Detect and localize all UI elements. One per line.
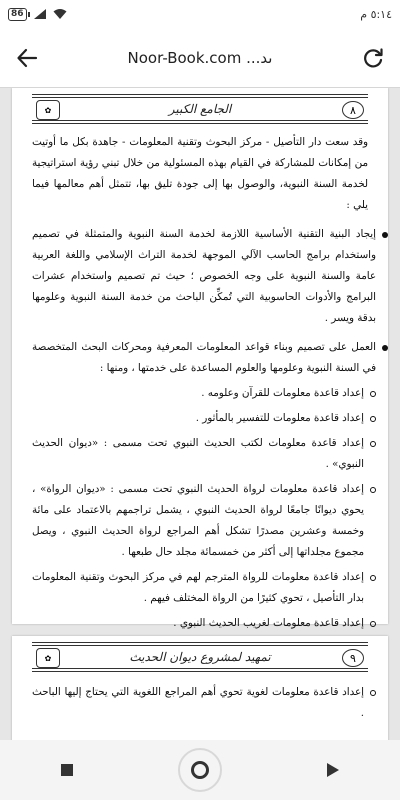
- book-page: [12, 636, 388, 740]
- sub-item-text: إعداد قاعدة معلومات لغوية تحوي أهم المراجع اللغوية التي يحتاج إليها الباحث .: [32, 686, 364, 719]
- bullet-text: العمل على تصميم وبناء قواعد المعلومات المعرفية ومحركات البحث المتخصصة في السنة النبوية وعلومها والعلوم المساعدة على خدمتها ، ومنها :: [32, 341, 376, 374]
- bullet-dot-icon: [382, 345, 388, 351]
- circle-bullet-icon: [370, 441, 376, 447]
- sub-list-item: [12, 383, 388, 404]
- bullet-text: إيجاد البنية التقنية الأساسية اللازمة لخدمة السنة النبوية والمتمثلة في تصميم واستخدام برامج الحاسب الآلي الموجهة لخدمة التراث الإسلامي واللغة العربية عامة والسنة النبوية على وجه الخصوص ؛ حيث تم تصميم واستخدام عشرات البرامج والأدوات الحاسوبية التي تُمكِّن الباحث من خدمة السنة النبوية وعلومها بدقة ويسر .: [32, 228, 376, 324]
- ornament-icon: ✿: [36, 100, 60, 120]
- sub-item-text: إعداد قاعدة معلومات لكتب الحديث النبوي تحت مسمى : «ديوان الحديث النبوي» .: [32, 437, 364, 470]
- circle-bullet-icon: [370, 690, 376, 696]
- page-header: [32, 642, 368, 672]
- sub-item-text: إعداد قاعدة معلومات للقرآن وعلومه .: [201, 387, 364, 399]
- page-header: [32, 94, 368, 124]
- page-header-title: الجامع الكبير: [168, 102, 232, 116]
- system-nav-bar: [0, 740, 400, 800]
- reload-button[interactable]: [360, 45, 386, 71]
- back-button[interactable]: [14, 45, 40, 71]
- sub-list-item: [12, 479, 388, 563]
- back-nav-button[interactable]: [308, 745, 358, 795]
- recents-button[interactable]: [42, 745, 92, 795]
- bullet-dot-icon: [382, 232, 388, 238]
- square-icon: [60, 763, 74, 777]
- book-page: [12, 88, 388, 629]
- circle-icon: [191, 761, 209, 779]
- page-title: Noor-Book.com ...ىد: [127, 48, 273, 67]
- bullet-item: [12, 224, 388, 329]
- status-bar: [0, 0, 400, 28]
- arrow-left-icon: [16, 47, 38, 69]
- sub-item-text: إعداد قاعدة معلومات لغريب الحديث النبوي .: [173, 617, 364, 629]
- battery-level: 86: [11, 9, 24, 19]
- sub-item-text: إعداد قاعدة معلومات لرواة الحديث النبوي تحت مسمى : «ديوان الرواة» ، يحوي ديوانًا جامعًا لرواة الحديث النبوي ، يشمل تراجمهم بالاعتماد على مائة وخمسة وعشرين مصدرًا تشكل أهم المراجع لرواة الحديث النبوي ، ويصل مجموع مجلداتها إلى أكثر من خمسمائة مجلد حال طبعها .: [32, 483, 364, 558]
- status-icons: [8, 8, 67, 21]
- triangle-icon: [326, 762, 340, 778]
- clock: ٥:١٤ م: [360, 7, 392, 21]
- page-number: ٨: [342, 101, 364, 119]
- battery-icon: [8, 8, 27, 21]
- sub-list-item: [12, 433, 388, 475]
- circle-bullet-icon: [370, 416, 376, 422]
- sub-item-text: إعداد قاعدة معلومات للتفسير بالمأثور .: [195, 412, 364, 424]
- page-header-title: تمهيد لمشروع ديوان الحديث: [129, 650, 271, 664]
- sub-list-item: [12, 613, 388, 634]
- sub-list-item: [12, 567, 388, 609]
- sub-list-item: [12, 408, 388, 429]
- circle-bullet-icon: [370, 621, 376, 627]
- circle-bullet-icon: [370, 487, 376, 493]
- bullet-item: [12, 337, 388, 379]
- intro-paragraph: وقد سعت دار التأصيل - مركز البحوث وتقنية المعلومات - جاهدة بكل ما أوتيت من إمكانات للمشاركة في القيام بهذه المسئولية من خلال تبني رؤية استراتيجية لخدمة السنة النبوية، والوصول بها إلى جودة تليق بها، تتمثل أهم معالمها فيما يلي :: [32, 136, 368, 211]
- circle-bullet-icon: [370, 391, 376, 397]
- refresh-icon: [362, 47, 384, 69]
- page-number: ٩: [342, 649, 364, 667]
- home-button[interactable]: [175, 745, 225, 795]
- signal-icon: [33, 8, 47, 20]
- sub-item-text: إعداد قاعدة معلومات للرواة المترجم لهم في مركز البحوث وتقنية المعلومات بدار التأصيل ، تحوي كثيرًا من الرواة المختلف فيهم .: [32, 571, 364, 604]
- sub-list-item: [12, 682, 388, 724]
- circle-bullet-icon: [370, 575, 376, 581]
- wifi-icon: [53, 8, 67, 20]
- app-bar: [0, 28, 400, 88]
- ornament-icon: ✿: [36, 648, 60, 668]
- home-ring-icon: [178, 748, 222, 792]
- document-viewer[interactable]: [0, 88, 400, 740]
